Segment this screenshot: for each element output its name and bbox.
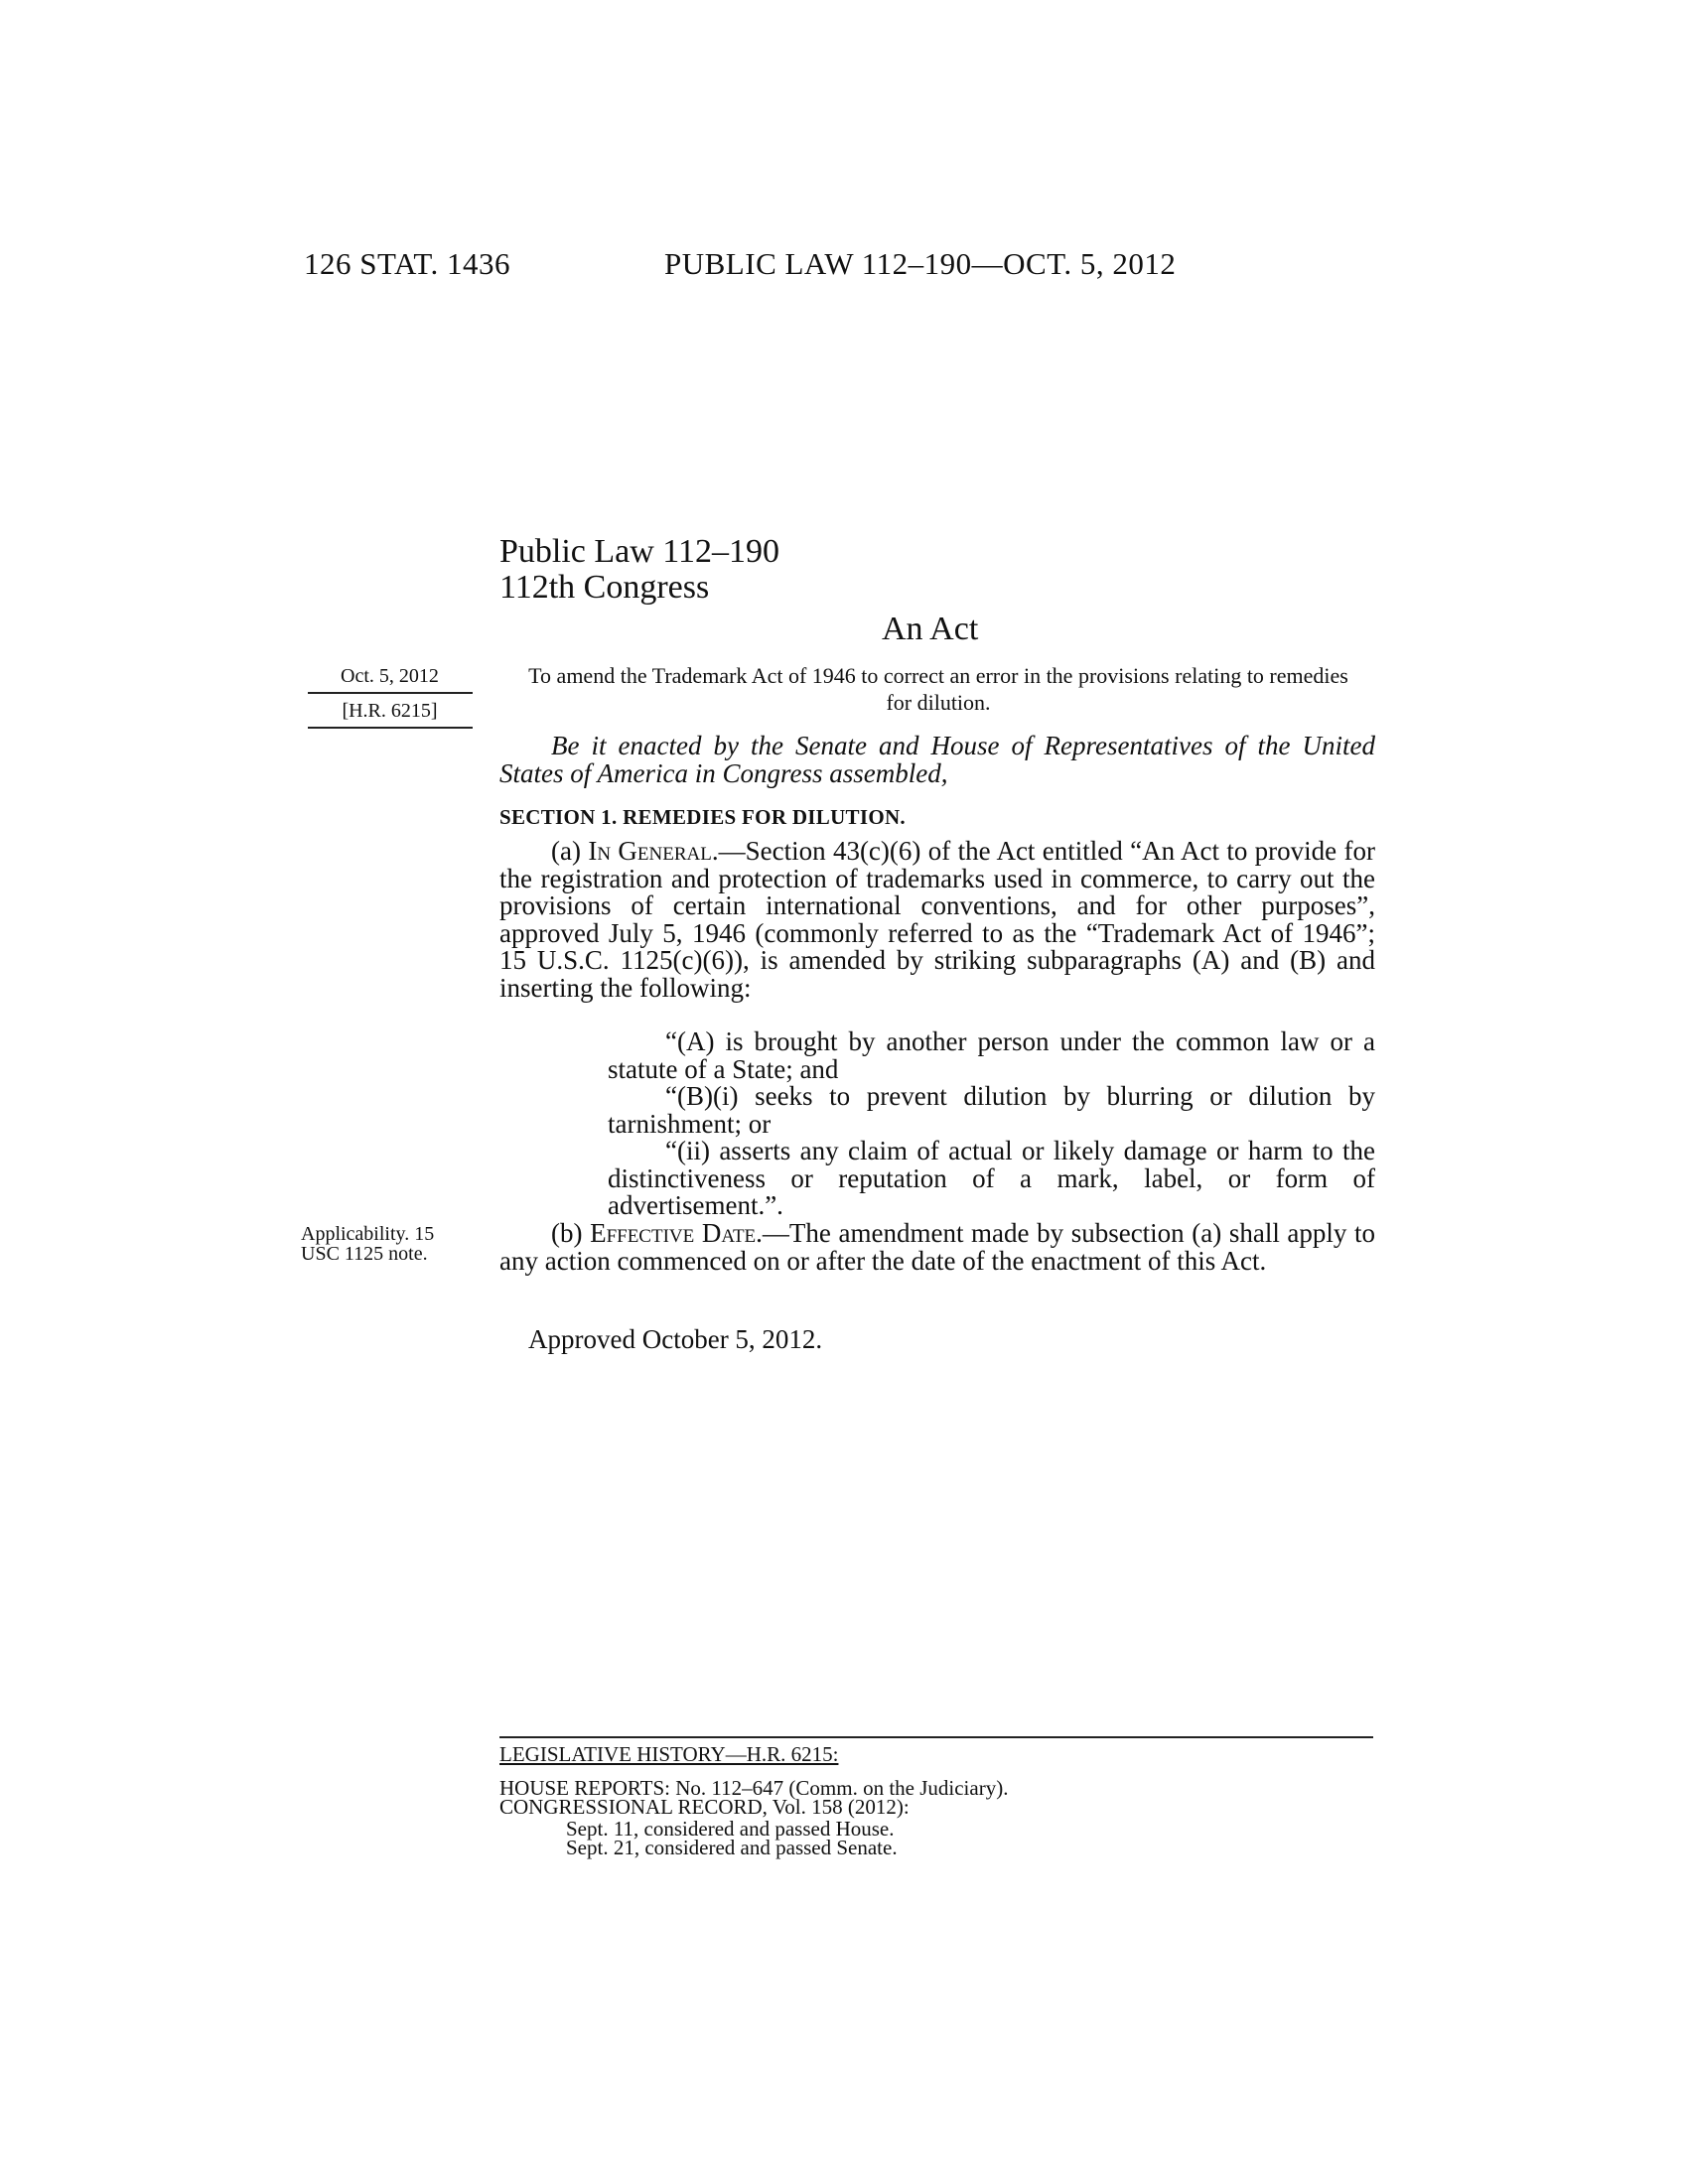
history-action: Sept. 11, considered and passed House.	[566, 1817, 895, 1841]
running-title: PUBLIC LAW 112–190—OCT. 5, 2012	[664, 246, 1177, 281]
margin-rule	[308, 692, 473, 694]
paragraph-text: .—Section 43(c)(6) of the Act entitled “An Act to provide for the registration and protection of trademarks used in commerce, to carry out the provisions of certain international conventions, and for other purposes”, approved July 5, 1946 (commonly referred to as the “Trademark Act of 1946”; 15 U.S.C. 1125(c)(6)), is amended by striking subparagraphs (A) and (B) and inserting the following:	[499, 836, 1375, 1003]
history-action: Sept. 21, considered and passed Senate.	[566, 1836, 898, 1859]
approval-date: Approved October 5, 2012.	[528, 1324, 823, 1354]
page-stat-reference: 126 STAT. 1436	[304, 246, 511, 281]
legislative-history-title-text: LEGISLATIVE HISTORY—H.R. 6215:	[499, 1742, 839, 1766]
section-heading: SECTION 1. REMEDIES FOR DILUTION.	[499, 805, 906, 829]
margin-applicability-note: Applicability. 15 USC 1125 note.	[301, 1223, 435, 1265]
paragraph-text: .—The amendment made by subsection (a) shall apply to any action commenced on or after the date of the enactment of this Act.	[499, 1218, 1375, 1276]
quoted-subparagraph-a: “(A) is brought by another person under the common law or a statute of a State; and	[608, 1026, 1375, 1084]
legislative-history-title	[499, 1742, 839, 1766]
paragraph-b	[499, 1220, 1375, 1275]
congressional-record: CONGRESSIONAL RECORD, Vol. 158 (2012):	[499, 1795, 910, 1819]
act-purpose: To amend the Trademark Act of 1946 to correct an error in the provisions relating to remedies for dilution.	[528, 663, 1348, 715]
act-heading: An Act	[882, 611, 979, 647]
margin-bill-number: [H.R. 6215]	[342, 700, 438, 722]
paragraph-label: (b)	[551, 1218, 591, 1248]
paragraph-caption: Effective Date	[590, 1218, 757, 1248]
legislative-history-rule	[499, 1736, 1373, 1738]
law-title-block	[499, 534, 779, 605]
margin-date: Oct. 5, 2012	[341, 665, 439, 687]
quoted-subparagraph-b-ii: “(ii) asserts any claim of actual or likely damage or harm to the distinctiveness or reputation of a mark, label, or form of advertisement.”.	[608, 1136, 1375, 1220]
paragraph-caption: In General	[588, 836, 712, 866]
law-number: Public Law 112–190	[499, 533, 780, 570]
margin-rule	[308, 727, 473, 729]
enacting-clause: Be it enacted by the Senate and House of Representatives of the United States of America in Congress assembled,	[499, 731, 1375, 788]
paragraph-a	[499, 838, 1375, 1002]
paragraph-label: (a)	[551, 836, 589, 866]
house-reports: HOUSE REPORTS: No. 112–647 (Comm. on the Judiciary).	[499, 1776, 1009, 1800]
quoted-subparagraph-b-i: “(B)(i) seeks to prevent dilution by blurring or dilution by tarnishment; or	[608, 1081, 1375, 1139]
congress-number: 112th Congress	[499, 568, 710, 606]
